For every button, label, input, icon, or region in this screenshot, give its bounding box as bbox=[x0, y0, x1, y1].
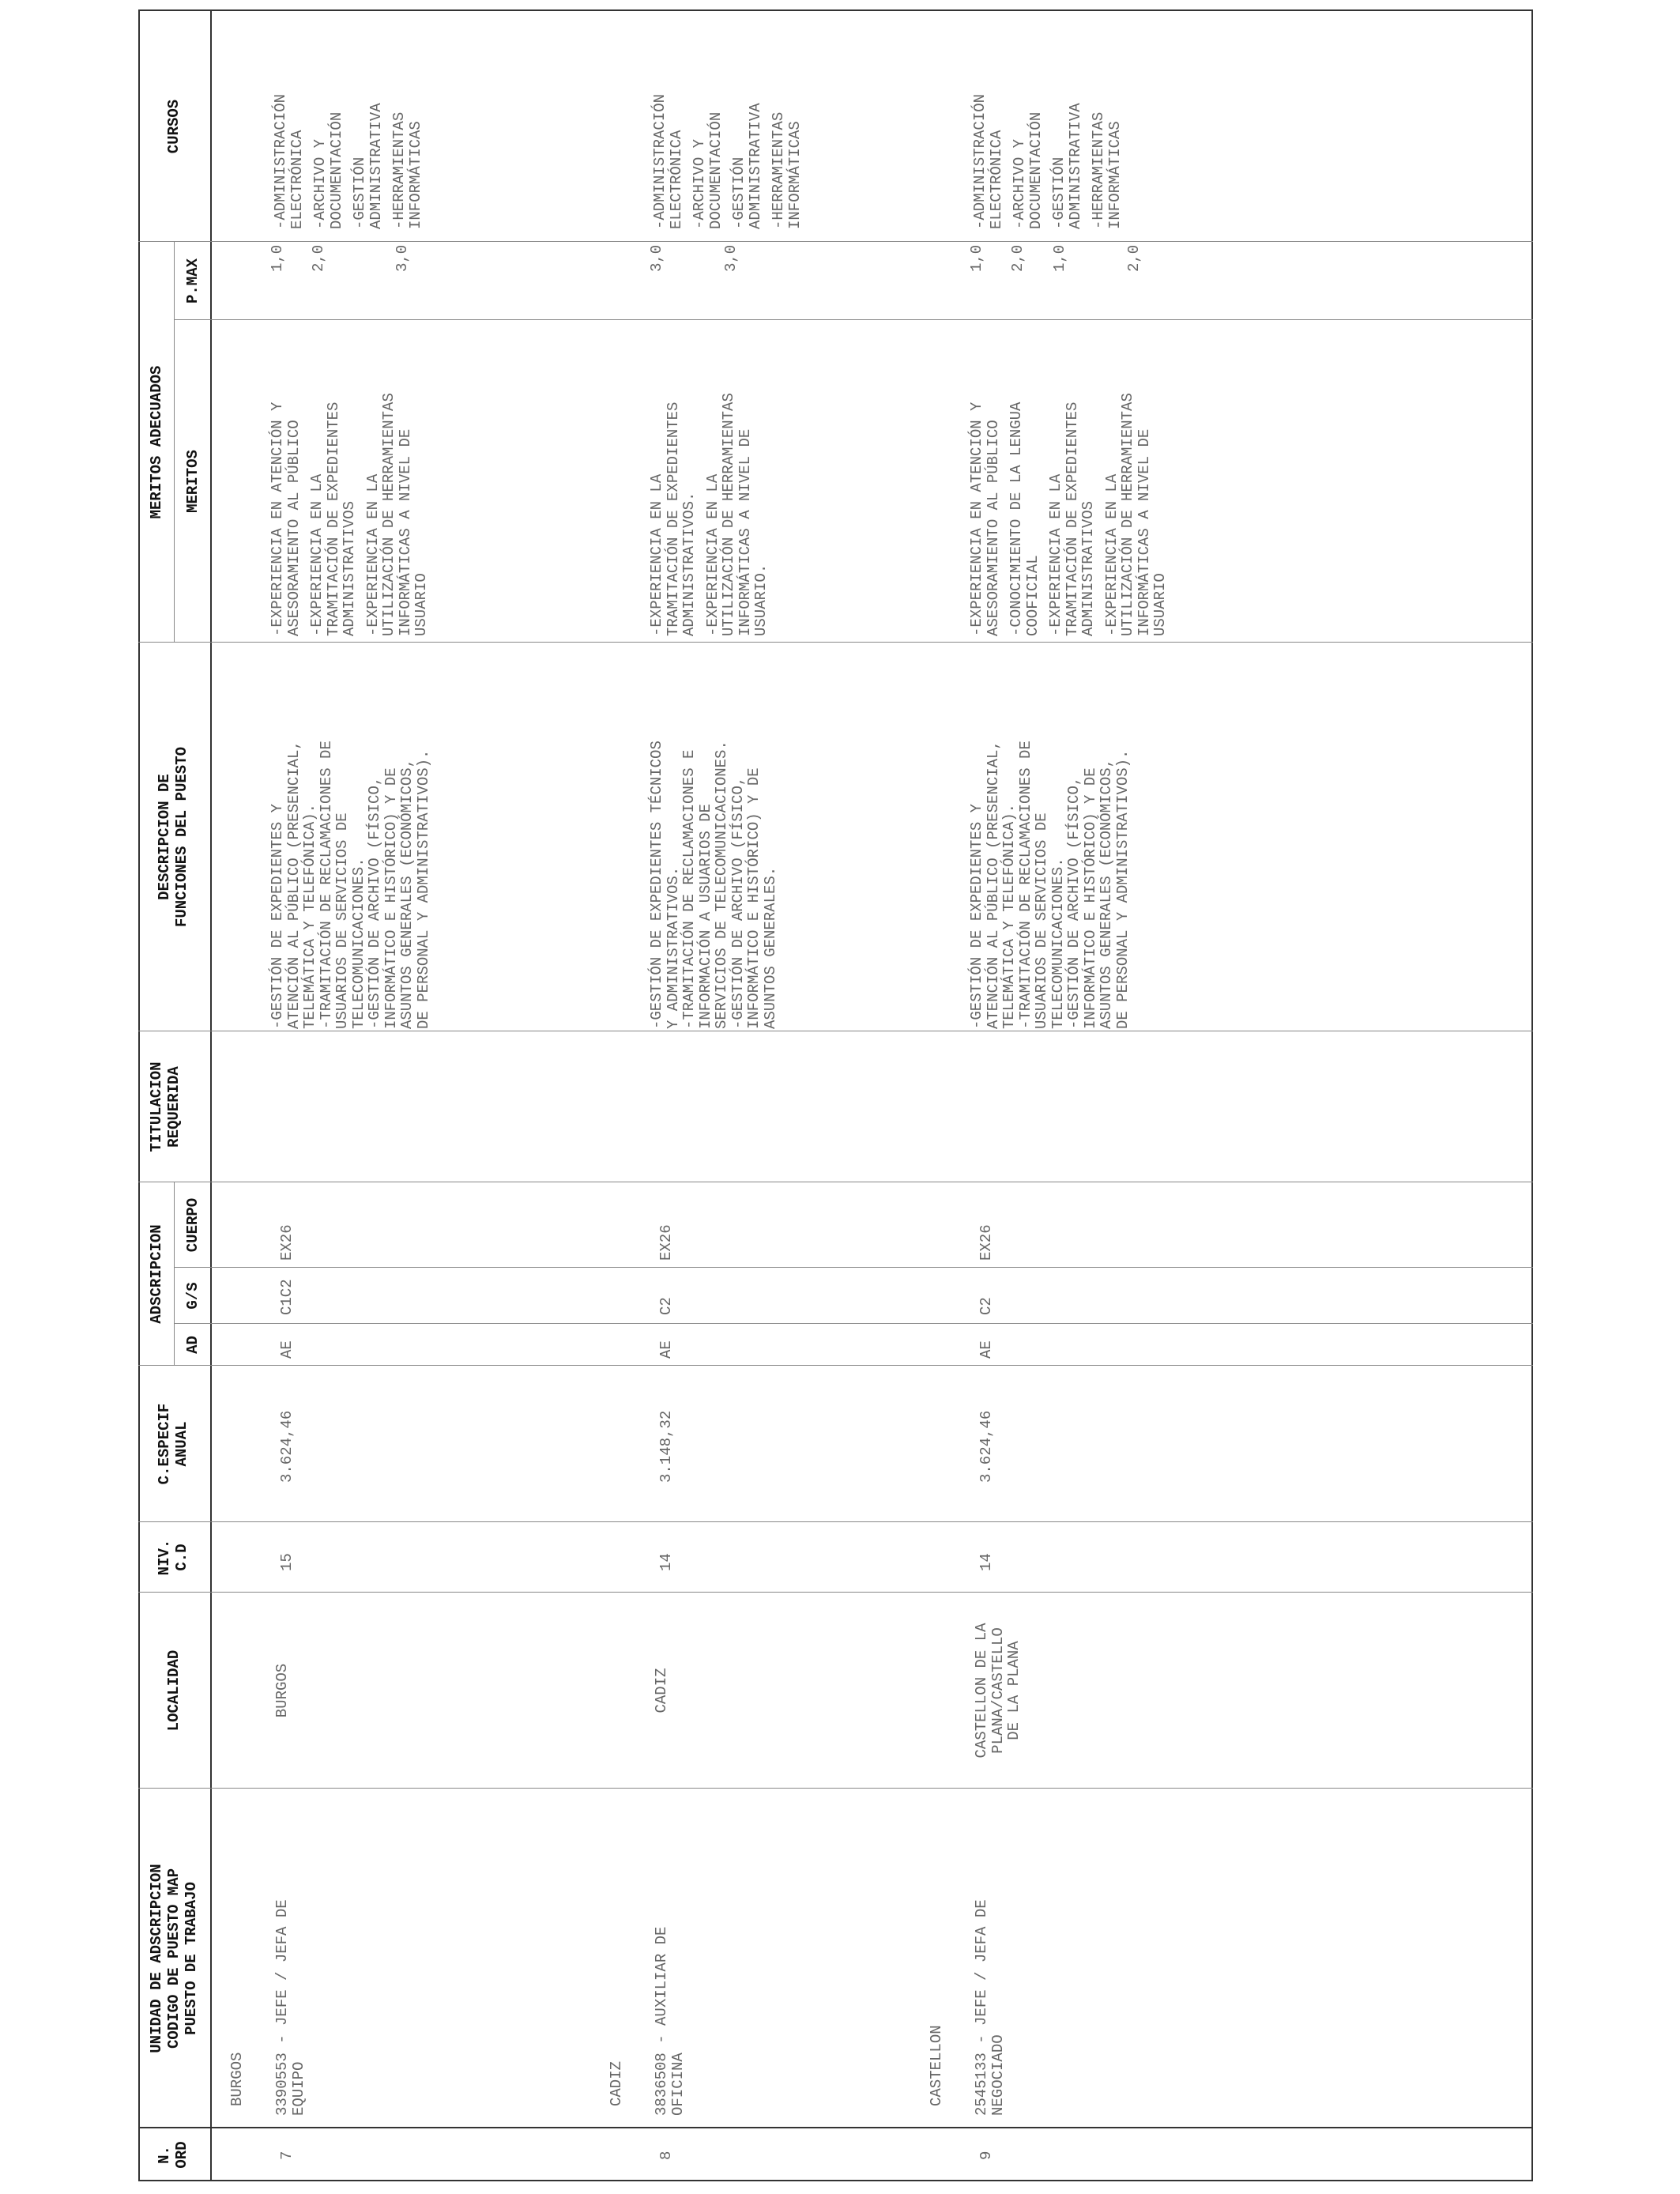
col-sep-nord bbox=[138, 2127, 1533, 2128]
row-cuerpo: EX26 bbox=[278, 1224, 296, 1261]
header-separator bbox=[210, 9, 212, 2181]
subheader-line-meritos bbox=[174, 242, 175, 643]
col-sep-especif bbox=[138, 1365, 1533, 1366]
row-descripcion: -GESTIÓN DE EXPEDIENTES Y ATENCIÓN AL PÚBLICO (PRESENCIAL, TELEMÁTICA Y TELEFÓNICA). -TRAMITACIÓN DE RECLAMACIONES DE USUARIOS DE SERVICIOS DE TELECOMUNICACIONES. -GESTIÓN DE ARCHIVO (FÍSICO, INFORMÁTICO E HISTÓRICO) Y DE ASUNTOS GENERALES (ECONÓMICOS, DE PERSONAL Y ADMINISTRATIVOS). bbox=[968, 741, 1132, 1029]
col-sep-localidad bbox=[138, 1592, 1533, 1593]
row-ad: AE bbox=[657, 1340, 675, 1359]
row-meritos: -EXPERIENCIA EN ATENCIÓN Y ASESORAMIENTO AL PÚBLICO -EXPERIENCIA EN LA TRAMITACIÓN DE EXPEDIENTES ADMINISTRATIVOS -EXPERIENCIA EN LA UTILIZACIÓN DE HERRAMIENTAS INFORMÁTICAS A NIVEL DE USUARIO bbox=[269, 393, 430, 636]
row-pmax: 2,0 bbox=[310, 244, 327, 272]
header-meritos-adecuados: MERITOS ADECUADOS bbox=[148, 365, 165, 519]
province-label: BURGOS bbox=[228, 2052, 246, 2106]
table-border-top bbox=[138, 9, 140, 2181]
header-pmax: P.MAX bbox=[184, 258, 202, 304]
header-cuerpo: CUERPO bbox=[184, 1197, 202, 1253]
header-unidad: UNIDAD DE ADSCRIPCION CODIGO DE PUESTO MAP PUESTO DE TRABAJO bbox=[148, 1864, 200, 2053]
col-sep-ad bbox=[174, 1323, 1533, 1324]
row-pmax: 3,0 bbox=[722, 244, 740, 272]
row-pmax: 2,0 bbox=[1125, 244, 1143, 272]
row-pmax: 3,0 bbox=[648, 244, 665, 272]
subheader-line-adscripcion bbox=[174, 1182, 175, 1366]
header-ad: AD bbox=[184, 1336, 202, 1354]
row-pmax: 2,0 bbox=[1009, 244, 1026, 272]
table-border-bottom bbox=[1531, 9, 1533, 2181]
row-pmax: 3,0 bbox=[394, 244, 411, 272]
col-sep-meritos bbox=[174, 319, 1533, 320]
row-ad: AE bbox=[278, 1340, 296, 1359]
row-c-especif: 3.624,46 bbox=[977, 1410, 995, 1483]
row-ad: AE bbox=[977, 1340, 995, 1359]
row-cursos: -ADMINISTRACIÓN ELECTRÓNICA -ARCHIVO Y DOCUMENTACIÓN -GESTIÓN ADMINISTRATIVA -HERRAMIENTAS INFORMÁTICAS bbox=[651, 93, 804, 229]
header-c-especif: C.ESPECIF ANUAL bbox=[156, 1403, 190, 1485]
rotated-table bbox=[138, 9, 1533, 2181]
col-sep-descripcion bbox=[138, 642, 1533, 643]
col-sep-unidad bbox=[138, 1788, 1533, 1789]
col-sep-niv bbox=[138, 1521, 1533, 1522]
row-niv: 14 bbox=[657, 1553, 675, 1571]
row-gs: C2 bbox=[657, 1297, 675, 1315]
row-meritos: -EXPERIENCIA EN ATENCIÓN Y ASESORAMIENTO AL PÚBLICO -CONOCIMIENTO DE LA LENGUA COOFICIAL -EXPERIENCIA EN LA TRAMITACIÓN DE EXPEDIENTES ADMINISTRATIVOS -EXPERIENCIA EN LA UTILIZACIÓN DE HERRAMIENTAS INFORMÁTICAS A NIVEL DE USUARIO bbox=[968, 393, 1169, 636]
row-gs: C1C2 bbox=[278, 1279, 296, 1315]
header-meritos: MERITOS bbox=[184, 450, 202, 513]
row-niv: 15 bbox=[278, 1553, 296, 1571]
header-titulacion: TITULACION REQUERIDA bbox=[148, 1061, 183, 1152]
row-c-especif: 3.624,46 bbox=[278, 1410, 296, 1483]
row-cuerpo: EX26 bbox=[977, 1224, 995, 1261]
row-localidad: BURGOS bbox=[273, 1663, 291, 1718]
province-label: CADIZ bbox=[608, 2060, 625, 2106]
row-meritos: -EXPERIENCIA EN LA TRAMITACIÓN DE EXPEDIENTES ADMINISTRATIVOS. -EXPERIENCIA EN LA UTILIZACIÓN DE HERRAMIENTAS INFORMÁTICAS A NIVEL DE USUARIO. bbox=[648, 393, 770, 636]
row-cursos: -ADMINISTRACIÓN ELECTRÓNICA -ARCHIVO Y DOCUMENTACIÓN -GESTIÓN ADMINISTRATIVA -HERRAMIENTAS INFORMÁTICAS bbox=[971, 93, 1124, 229]
row-n-ord: 9 bbox=[977, 2151, 995, 2160]
row-puesto: 3836508 - AUXILIAR DE OFICINA bbox=[653, 1926, 687, 2116]
row-pmax: 1,0 bbox=[269, 244, 286, 272]
col-sep-pmax bbox=[138, 241, 1533, 242]
header-cursos: CURSOS bbox=[165, 99, 183, 154]
header-n-ord: N. ORD bbox=[156, 2141, 190, 2169]
header-niv: NIV. C.D bbox=[156, 1539, 190, 1576]
row-n-ord: 8 bbox=[657, 2151, 675, 2160]
province-label: CASTELLON bbox=[928, 2025, 945, 2106]
col-sep-gs bbox=[174, 1267, 1533, 1268]
row-localidad: CASTELLON DE LA PLANA/CASTELLO DE LA PLANA bbox=[973, 1623, 1023, 1759]
row-puesto: 3390553 - JEFE / JEFA DE EQUIPO bbox=[273, 1899, 307, 2116]
row-puesto: 2545133 - JEFE / JEFA DE NEGOCIADO bbox=[973, 1899, 1007, 2116]
row-gs: C2 bbox=[977, 1297, 995, 1315]
table-border-left bbox=[138, 2180, 1533, 2181]
row-niv: 14 bbox=[977, 1553, 995, 1571]
table-border-right bbox=[138, 9, 1533, 11]
header-adscripcion: ADSCRIPCION bbox=[148, 1224, 165, 1324]
row-cursos: -ADMINISTRACIÓN ELECTRÓNICA -ARCHIVO Y DOCUMENTACIÓN -GESTIÓN ADMINISTRATIVA -HERRAMIENTAS INFORMÁTICAS bbox=[272, 93, 424, 229]
row-pmax: 1,0 bbox=[968, 244, 985, 272]
row-pmax: 1,0 bbox=[1051, 244, 1068, 272]
header-gs: G/S bbox=[184, 1282, 202, 1310]
row-n-ord: 7 bbox=[278, 2151, 296, 2160]
header-localidad: LOCALIDAD bbox=[165, 1649, 183, 1732]
row-descripcion: -GESTIÓN DE EXPEDIENTES Y ATENCIÓN AL PÚBLICO (PRESENCIAL, TELEMÁTICA Y TELEFÓNICA). -TRAMITACIÓN DE RECLAMACIONES DE USUARIOS DE SERVICIOS DE TELECOMUNICACIONES. -GESTIÓN DE ARCHIVO (FÍSICO, INFORMÁTICO E HISTÓRICO) Y DE ASUNTOS GENERALES (ECONÓMICOS, DE PERSONAL Y ADMINISTRATIVOS). bbox=[269, 741, 432, 1029]
row-c-especif: 3.148,32 bbox=[657, 1410, 675, 1483]
row-descripcion: -GESTIÓN DE EXPEDIENTES TÉCNICOS Y ADMINISTRATIVOS. -TRAMITACIÓN DE RECLAMACIONES E INFORMACIÓN A USUARIOS DE SERVICIOS DE TELECOMUNICACIONES. -GESTIÓN DE ARCHIVO (FÍSICO, INFORMÁTICO E HISTÓRICO) Y DE ASUNTOS GENERALES. bbox=[648, 741, 779, 1029]
row-cuerpo: EX26 bbox=[657, 1224, 675, 1261]
row-localidad: CADIZ bbox=[653, 1668, 670, 1713]
header-descripcion: DESCRIPCION DE FUNCIONES DEL PUESTO bbox=[156, 746, 190, 928]
